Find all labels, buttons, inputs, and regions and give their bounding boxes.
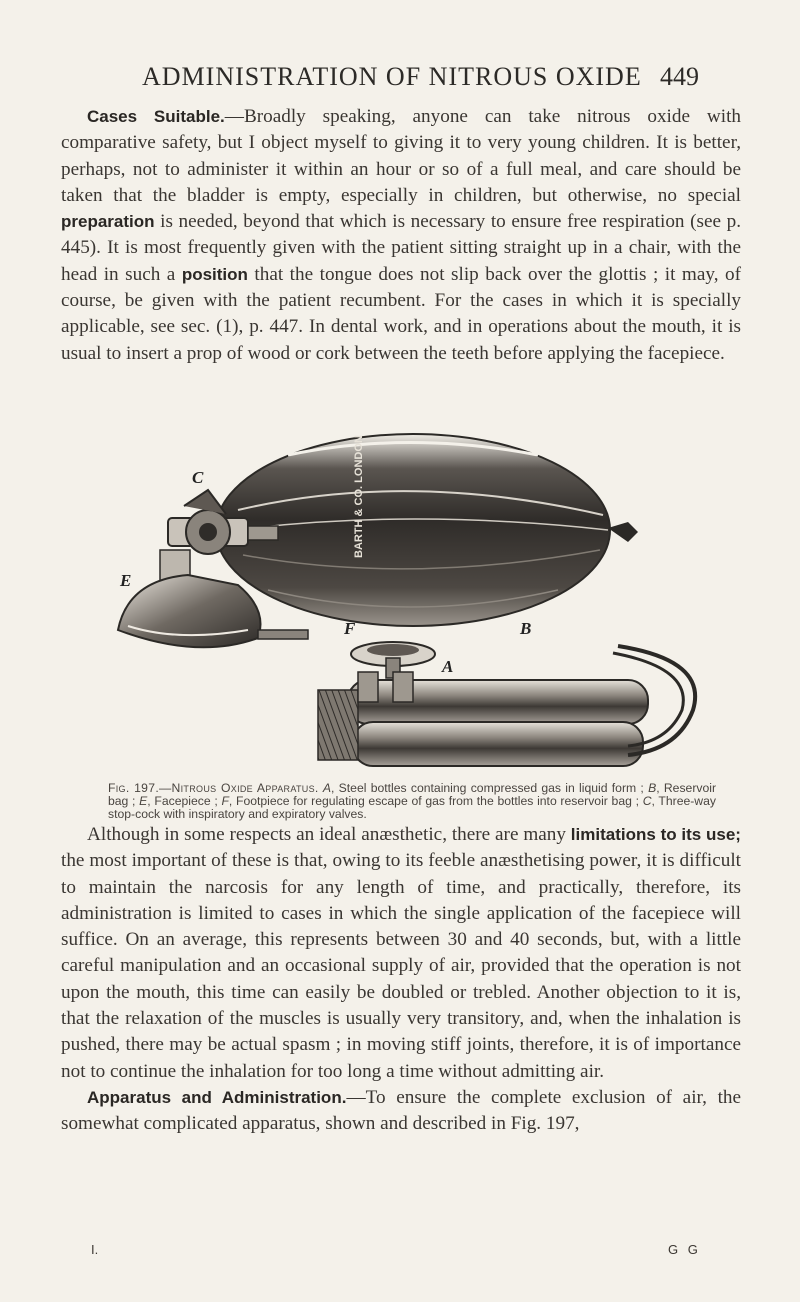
run-in-heading: Apparatus and Administration. (87, 1088, 347, 1107)
caption-text-a: , Steel bottles containing compressed gas in liquid form ; (331, 781, 649, 795)
letter-a: A (442, 657, 454, 676)
caption-key-e: E (139, 794, 148, 809)
bold-term: position (181, 264, 248, 284)
bold-term: preparation (61, 212, 155, 232)
apparatus-illustration (108, 410, 708, 782)
reservoir-bag (216, 434, 638, 626)
paragraph-text: —Broadly speaking, anyone can take nitrous oxide with comparative safety, but I object myself to giving it to very young children. It is better, perhaps, not to administer it within an hour or so of a full meal, and care should be taken that the bladder is empty, especially in children, but otherwise, no special (61, 106, 741, 206)
caption-text-f: , Footpiece for regulating escape of gas from the bottles into reservoir bag ; (228, 794, 643, 809)
paragraph-text: the most important of these is that, owing to its feeble anæsthetising power, it is difficult to maintain the narcosis for any length of time, and practically, therefore, its administration is limited to cases in which the single application of the facepiece will suffice. On an average, this represents between 30 and 40 seconds, but, with a little careful manipulation and an occasional supply of air, provided that the operation is not upon the mouth, this time can easily be doubled or trebled. Another objection to it is, that the relaxation of the muscles is usually very transitory, and, when the inhalation is pushed, there may be actual spasm ; in moving stiff joints, therefore, it is of importance not to continue the inhalation for too long a time without admitting air. (61, 850, 741, 1082)
caption-title: —Nitrous Oxide Apparatus. (159, 781, 319, 795)
bag-imprint (353, 435, 365, 558)
volume-mark: I. (91, 1242, 99, 1257)
running-head (0, 62, 800, 96)
caption-key-f: F (221, 794, 229, 809)
paragraph-apparatus (61, 1085, 741, 1138)
caption-text-c: , Three-way stop-cock with inspiratory and expiratory valves. (108, 794, 716, 822)
caption-key-c: C (642, 794, 652, 809)
page-number: 449 (660, 62, 699, 91)
paragraph-text: Although in some respects an ideal anæsthetic, there are many (87, 824, 571, 845)
bold-term: limitations to its use; (570, 825, 741, 844)
letter-f: F (344, 619, 356, 638)
footer-signature (0, 1242, 800, 1262)
letter-b: B (520, 619, 532, 638)
caption-figure-label: Fig. 197. (108, 781, 160, 795)
caption-key-b: B (648, 781, 657, 795)
caption-text-e: , Facepiece ; (147, 794, 222, 809)
running-title: ADMINISTRATION OF NITROUS OXIDE (142, 62, 642, 91)
figure-apparatus (108, 410, 708, 782)
bag-imprint-text: BARTH & CO. LONDON (353, 435, 365, 558)
run-in-heading: Cases Suitable. (87, 107, 225, 126)
signature-mark: G G (668, 1242, 701, 1257)
paragraph-text: that the tongue does not slip back over the glottis ; it may, of course, be given with the patient recumbent. For the cases in which it is specially applicable, see sec. (1), p. 447. In dental work, and in operations about the mouth, it is usual to insert a prop of wood or cork between the teeth before applying the facepiece. (61, 263, 741, 364)
paragraph-cases-suitable (61, 104, 741, 367)
letter-c: C (192, 468, 204, 487)
paragraph-limitations (61, 822, 741, 1085)
paragraph-text: —To ensure the complete exclusion of air, the somewhat complicated apparatus, shown and described in Fig. 197, (61, 1087, 742, 1135)
caption-text-b: , Reservoir bag ; (108, 781, 717, 809)
figure-caption (108, 782, 716, 822)
letter-e: E (120, 571, 132, 590)
paragraph-text: is needed, beyond that which is necessary to ensure free respiration (see p. 445). It is most frequently given with the patient sitting straight up in a chair, with the head in such a (61, 211, 741, 285)
caption-key-a: A (322, 781, 331, 795)
